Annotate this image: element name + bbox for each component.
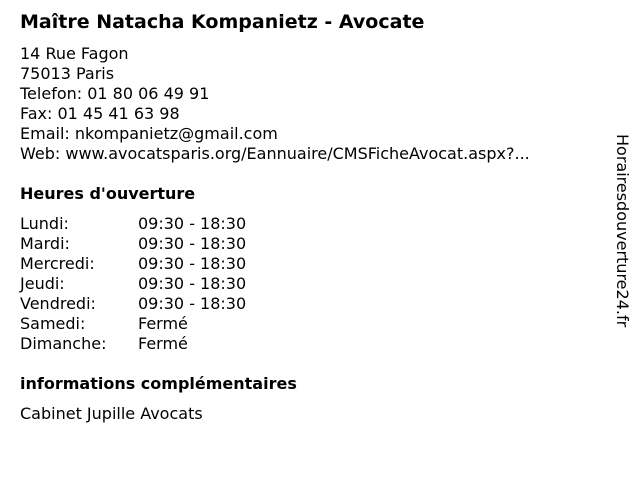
phone-number: Telefon: 01 80 06 49 91	[20, 84, 210, 103]
hours-time: 09:30 - 18:30	[138, 214, 247, 233]
page-title: Maître Natacha Kompanietz - Avocate	[20, 11, 425, 33]
hours-day: Lundi:	[20, 214, 69, 233]
hours-row-tuesday	[20, 234, 246, 254]
hours-time: 09:30 - 18:30	[138, 234, 247, 253]
hours-time: 09:30 - 18:30	[138, 294, 247, 313]
hours-time: Fermé	[138, 334, 188, 353]
email-address: Email: nkompanietz@gmail.com	[20, 124, 278, 143]
opening-hours-table	[20, 214, 246, 354]
hours-time: 09:30 - 18:30	[138, 254, 247, 273]
site-watermark: Horairesdouverture24.fr	[613, 134, 632, 328]
hours-row-saturday	[20, 314, 246, 334]
hours-row-wednesday	[20, 254, 246, 274]
fax-number: Fax: 01 45 41 63 98	[20, 104, 180, 123]
contact-block	[20, 44, 530, 164]
hours-day: Mercredi:	[20, 254, 95, 273]
hours-day: Jeudi:	[20, 274, 65, 293]
address-street: 14 Rue Fagon	[20, 44, 129, 63]
hours-row-thursday	[20, 274, 246, 294]
hours-row-monday	[20, 214, 246, 234]
hours-day: Samedi:	[20, 314, 86, 333]
hours-day: Vendredi:	[20, 294, 96, 313]
hours-row-friday	[20, 294, 246, 314]
hours-time: 09:30 - 18:30	[138, 274, 247, 293]
address-city: 75013 Paris	[20, 64, 115, 83]
hours-row-sunday	[20, 334, 246, 354]
hours-day: Dimanche:	[20, 334, 107, 353]
additional-info-text: Cabinet Jupille Avocats	[20, 404, 203, 423]
additional-info-heading: informations complémentaires	[20, 374, 297, 393]
website-url: Web: www.avocatsparis.org/Eannuaire/CMSFicheAvocat.aspx?...	[20, 144, 530, 163]
hours-day: Mardi:	[20, 234, 70, 253]
hours-time: Fermé	[138, 314, 188, 333]
opening-hours-heading: Heures d'ouverture	[20, 184, 196, 203]
